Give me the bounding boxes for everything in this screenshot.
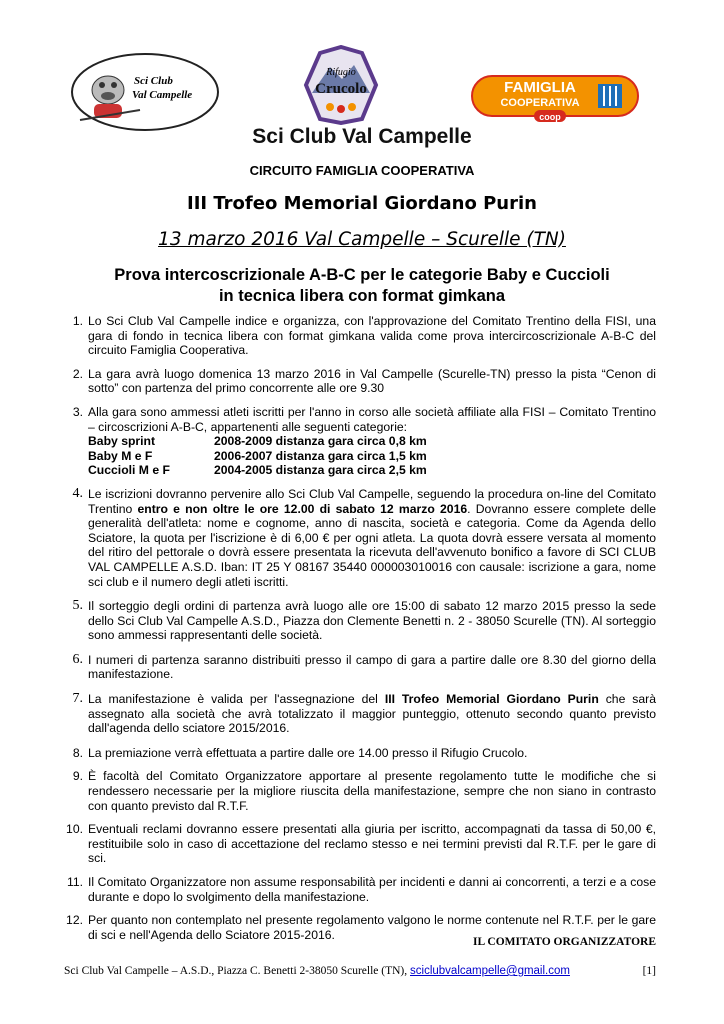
item-text: La gara avrà luogo domenica 13 marzo 2016 in Val Campelle (Scurelle-TN) presso la pista “Cenon di sotto” con partenza del primo concorrente alle ore 9.30	[88, 366, 656, 396]
item-number: 5.	[72, 598, 83, 614]
footer-address: Sci Club Val Campelle – A.S.D., Piazza C. Benetti 2-38050 Scurelle (TN),	[64, 965, 411, 977]
page-number: [1]	[642, 965, 656, 977]
list-item	[72, 366, 656, 396]
logo-right-line1: FAMIGLIA	[504, 79, 576, 96]
rifugio-crucolo-logo	[300, 45, 382, 125]
item-text: Alla gara sono ammessi atleti iscritti per l'anno in corso alle società affiliate alla FISI – Comitato Trentino – circoscrizioni A-B-C, appartenenti alle seguenti categorie:	[88, 404, 656, 434]
item-number: 9.	[72, 769, 83, 784]
item-number: 4.	[72, 485, 83, 501]
category-detail: 2008-2009 distanza gara circa 0,8 km	[214, 434, 427, 449]
logo-left-line2: Val Campelle	[132, 89, 193, 101]
item-number: 2.	[72, 366, 83, 381]
item-text: Per quanto non contemplato nel presente regolamento valgono le norme contenute nel R.T.F. per le gare di sci e nell'Agenda dello Sciatore 2015-2016.	[88, 913, 656, 942]
item-text: È facoltà del Comitato Organizzatore apportare al presente regolamento tutte le modifiche che si rendessero necessarie per la migliore riuscita della manifestazione, sempre che non siano in contrasto con quanto previsto dal R.T.F.	[88, 769, 656, 813]
logo-bar	[0, 40, 724, 130]
item-text-bold: entro e non oltre le ore 12.00 di sabato 12 marzo 2016	[137, 501, 468, 516]
list-item	[72, 485, 657, 589]
logo-center-line2: Crucolo	[315, 81, 367, 97]
item-number: 7.	[72, 691, 83, 707]
list-item	[72, 314, 656, 358]
list-item	[66, 875, 656, 904]
subtitle	[60, 265, 664, 307]
logo-right-line3: coop	[539, 112, 561, 122]
date-place-text: 13 marzo 2016 Val Campelle – Scurelle (TN)	[158, 229, 566, 250]
signature: IL COMITATO ORGANIZZATORE	[473, 936, 656, 948]
list-item	[66, 822, 656, 866]
logo-right-line2: COOPERATIVA	[500, 97, 580, 109]
item-number: 8.	[72, 745, 83, 760]
sci-club-logo	[70, 52, 220, 132]
category-row	[88, 434, 656, 449]
item-number: 3.	[72, 404, 83, 419]
item-number: 11.	[66, 875, 83, 889]
item-number: 12.	[66, 913, 83, 928]
category-row	[88, 463, 656, 478]
logo-left-line1: Sci Club	[134, 75, 173, 87]
trophy-title: III Trofeo Memorial Giordano Purin	[187, 193, 537, 214]
item-number: 6.	[72, 651, 83, 667]
item-text-b: . Dovranno essere complete delle generalità dell'atleta: nome e cognome, anno di nascita, società e categoria. Come da Agenda dello Sciatore, la quota per l'iscrizione è di 6,00 € per ogni atleta. La quota dovrà essere versata al momento del ritiro del pettorale o dovrà essere presentata la ricevuta dell'avvenuto bonifico a favore di SCI CLUB VAL CAMPELLE A.S.D. Iban: IT 25 Y 08167 35440 000003010016 con causale: iscrizione a gara, nome sci club e il numero degli atleti iscritti.	[88, 501, 657, 589]
item-text-a: Le iscrizioni dovranno pervenire allo Sci Club Val Campelle, seguendo la procedura on-line del Comitato Trentino	[88, 486, 656, 516]
famiglia-cooperativa-logo	[470, 70, 640, 125]
category-name: Cuccioli M e F	[88, 463, 170, 478]
footer	[64, 965, 656, 977]
list-item	[72, 651, 656, 682]
item-text-b: che sarà assegnato alla società che avrà totalizzato il maggior punteggio, ottenuto secondo quanto previsto dall'agenda dello sciatore 2015/2016.	[88, 692, 656, 736]
item-text: I numeri di partenza saranno distribuiti presso il campo di gara a partire dalle ore 8.30 del giorno della manifestazione.	[88, 652, 656, 682]
date-place	[0, 229, 724, 250]
list-item	[72, 598, 656, 643]
category-row	[88, 449, 656, 464]
item-text-bold: III Trofeo Memorial Giordano Purin	[384, 692, 599, 707]
category-name: Baby M e F	[88, 448, 153, 463]
subtitle-line-2: in tecnica libera con format gimkana	[218, 287, 506, 305]
subtitle-line-1: Prova intercoscrizionale A-B-C per le categorie Baby e Cuccioli	[114, 266, 610, 284]
category-detail: 2006-2007 distanza gara circa 1,5 km	[214, 448, 427, 463]
footer-email-link[interactable]: sciclubvalcampelle@gmail.com	[410, 965, 570, 977]
category-detail: 2004-2005 distanza gara circa 2,5 km	[214, 463, 427, 478]
category-name: Baby sprint	[88, 434, 156, 449]
list-item	[72, 691, 656, 736]
page-title: Sci Club Val Campelle	[252, 125, 472, 148]
rules-list	[66, 314, 657, 942]
circuit-title: CIRCUITO FAMIGLIA COOPERATIVA	[249, 163, 475, 178]
list-item	[72, 745, 656, 761]
item-text: Eventuali reclami dovranno essere presentati alla giuria per iscritto, accompagnati da tassa di 50,00 €, restituibile solo in caso di accettazione del reclamo stesso e nei termini previsti dal R.T.F. per le gare di sci.	[88, 822, 656, 866]
list-item	[72, 404, 656, 478]
categories-table	[88, 434, 656, 478]
item-text: La premiazione verrà effettuata a partire dalle ore 14.00 presso il Rifugio Crucolo.	[88, 745, 528, 760]
item-text: Il Comitato Organizzatore non assume responsabilità per incidenti e danni ai concorrenti, a terzi e a cose durante e dopo lo svolgimento della manifestazione.	[88, 875, 656, 904]
item-text-a: La manifestazione è valida per l'assegnazione del	[88, 692, 385, 707]
item-number: 1.	[72, 314, 83, 328]
item-text: Lo Sci Club Val Campelle indice e organizza, con l'approvazione del Comitato Trentino della FISI, una gara di fondo in tecnica libera con format gimkana valida come prova intercircoscrizionale A-B-C del circuito Famiglia Cooperativa.	[88, 314, 656, 358]
item-number: 10.	[66, 822, 83, 837]
item-text: Il sorteggio degli ordini di partenza avrà luogo alle ore 15:00 di sabato 12 marzo 2015 presso la sede dello Sci Club Val Campelle A.S.D., Piazza don Clemente Benetti n. 2 - 38050 Scurelle (TN). Al sorteggio sono ammessi rappresentanti delle società.	[88, 599, 656, 643]
list-item	[72, 769, 656, 813]
logo-center-line1: Rifugio	[326, 67, 356, 78]
